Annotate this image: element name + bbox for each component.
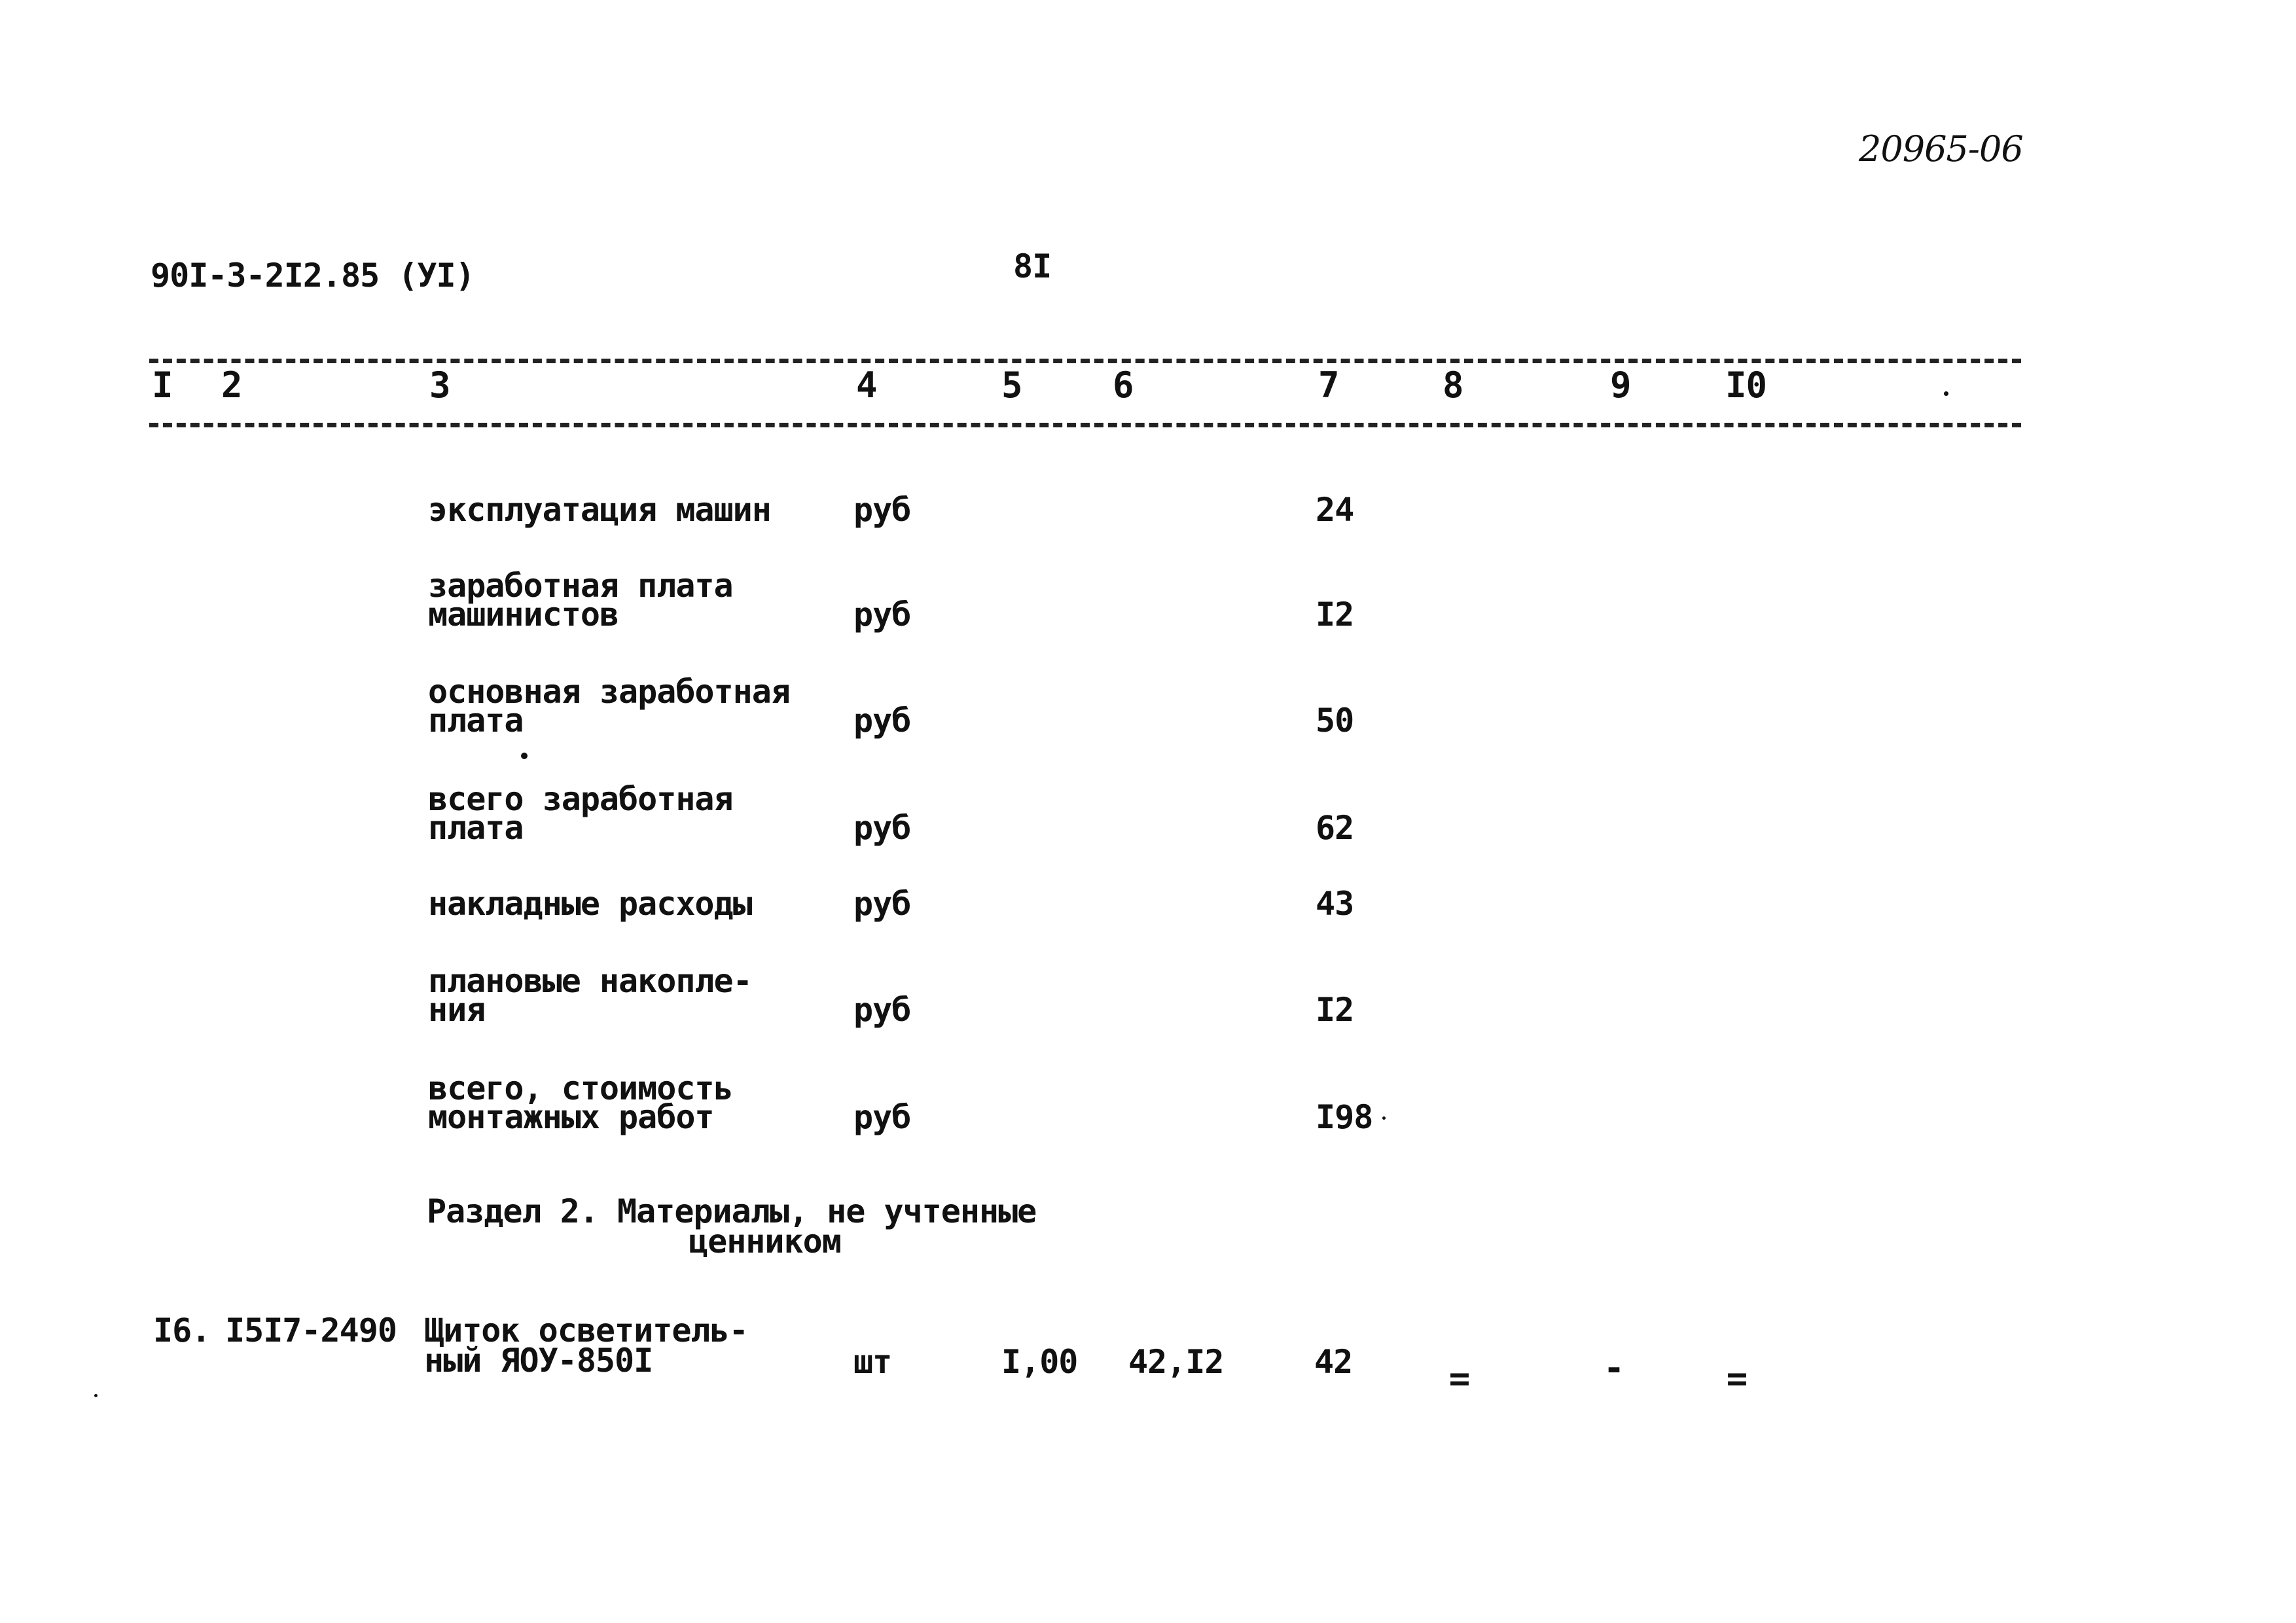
row-name-line2: ния	[428, 991, 486, 1029]
item-name-line1: Щиток осветитель-	[424, 1311, 748, 1349]
archive-number: 20965-06	[1859, 128, 2023, 169]
column-header-10: I0	[1725, 365, 1767, 406]
row-name-line1: всего заработная	[428, 780, 733, 818]
scan-speck	[521, 753, 528, 759]
row-value: 43	[1316, 885, 1354, 923]
row-value: 50	[1316, 702, 1354, 740]
item-unit: шт	[853, 1343, 892, 1381]
item-col8-mark: =	[1448, 1358, 1471, 1399]
column-header-9: 9	[1610, 365, 1631, 406]
column-header-1: I	[152, 365, 173, 406]
row-name-line2: монтажных работ	[428, 1098, 714, 1136]
row-name-line2: плата	[428, 702, 524, 740]
row-value: I98	[1316, 1098, 1373, 1136]
row-name-line1: всего, стоимость	[428, 1069, 733, 1107]
row-unit: руб	[853, 991, 911, 1029]
row-name-line2: плата	[428, 809, 524, 847]
item-total: 42	[1314, 1343, 1353, 1381]
page-number: 8I	[1013, 247, 1052, 285]
row-name-line2: машинистов	[428, 596, 619, 633]
column-header-2: 2	[221, 365, 242, 406]
column-header-5: 5	[1001, 365, 1022, 406]
item-col9-mark: -	[1603, 1347, 1625, 1389]
column-header-3: 3	[429, 365, 450, 406]
row-value: 24	[1316, 491, 1354, 529]
scan-speck	[1944, 391, 1948, 396]
scan-speck	[94, 1394, 98, 1397]
row-unit: руб	[853, 809, 911, 847]
row-name-line1: заработная плата	[428, 567, 733, 605]
column-header-7: 7	[1318, 365, 1339, 406]
item-number: I6.	[153, 1311, 211, 1349]
header-top-rule	[149, 359, 2021, 363]
row-unit: руб	[853, 596, 911, 633]
row-name-line1: эксплуатация машин	[428, 491, 771, 529]
column-header-4: 4	[856, 365, 877, 406]
scan-speck	[1382, 1116, 1386, 1120]
row-name-line1: плановые накопле-	[428, 962, 752, 1000]
header-bottom-rule	[149, 423, 2021, 427]
row-unit: руб	[853, 1098, 911, 1136]
item-code: I5I7-2490	[225, 1311, 397, 1349]
item-name-line2: ный ЯОУ-850I	[424, 1342, 653, 1380]
row-value: I2	[1316, 991, 1354, 1029]
item-quantity: I,00	[1001, 1343, 1078, 1381]
row-name-line1: накладные расходы	[428, 885, 752, 923]
section-heading-line2: ценником	[689, 1222, 841, 1260]
column-header-8: 8	[1443, 365, 1463, 406]
item-col10-mark: =	[1726, 1358, 1748, 1399]
row-unit: руб	[853, 885, 911, 923]
row-value: 62	[1316, 809, 1354, 847]
row-unit: руб	[853, 491, 911, 529]
section-heading-line1: Раздел 2. Материалы, не учтенные	[427, 1192, 1037, 1230]
row-value: I2	[1316, 596, 1354, 633]
column-header-6: 6	[1113, 365, 1134, 406]
item-price: 42,I2	[1128, 1343, 1224, 1381]
row-name-line1: основная заработная	[428, 673, 790, 711]
row-unit: руб	[853, 702, 911, 740]
document-code: 90I-3-2I2.85 (УI)	[151, 257, 475, 294]
